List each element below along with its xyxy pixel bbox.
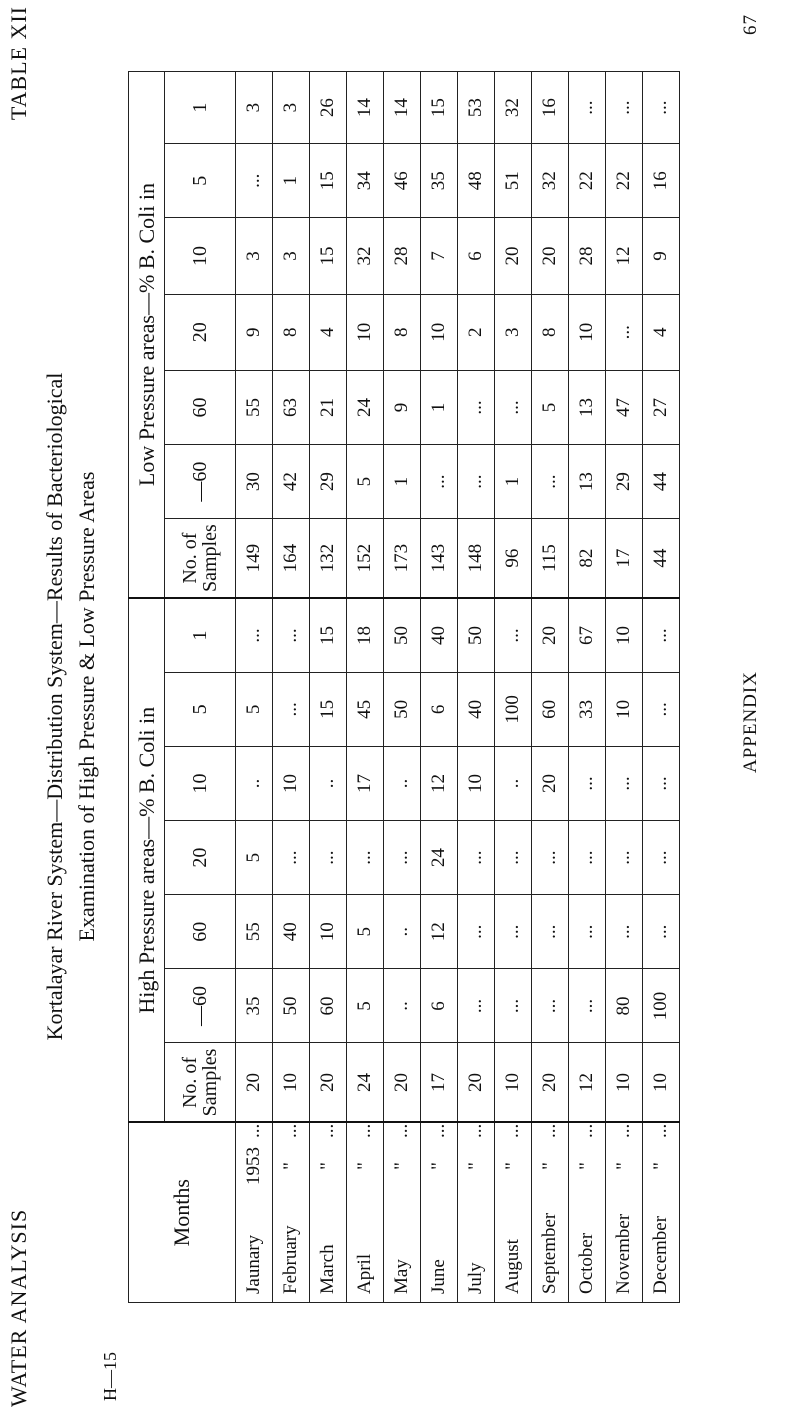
hp-cell: 10 xyxy=(273,1043,310,1122)
lp-cell: 30 xyxy=(236,445,273,519)
hp-cell: 55 xyxy=(236,895,273,969)
month-leader-dots: ... xyxy=(354,1123,375,1138)
folio-label: H—15 xyxy=(100,1352,120,1401)
lp-cell: 14 xyxy=(347,72,384,144)
hp-cell: 50 xyxy=(458,598,495,672)
side-header-left: WATER ANALYSIS xyxy=(6,1208,31,1407)
hp-cell: 12 xyxy=(421,895,458,969)
hp-cell: ... xyxy=(643,821,680,895)
hp-cell: 10 xyxy=(606,1043,643,1122)
month-cell xyxy=(347,1122,384,1302)
hp-cell: .. xyxy=(384,746,421,820)
lp-cell: 15 xyxy=(310,144,347,218)
hp-cell: 10 xyxy=(458,746,495,820)
month-year: " xyxy=(650,1162,671,1170)
lp-cell: 14 xyxy=(384,72,421,144)
table-row xyxy=(310,72,347,1303)
hp-cell: 12 xyxy=(569,1043,606,1122)
hp-cell: ... xyxy=(569,895,606,969)
month-year: 1953 xyxy=(243,1147,264,1185)
hp-cell: 10 xyxy=(273,746,310,820)
month-cell xyxy=(495,1122,532,1302)
hp-cell: ... xyxy=(643,746,680,820)
table-row xyxy=(421,72,458,1303)
lp-cell: 8 xyxy=(384,294,421,370)
hp-cell: 20 xyxy=(310,1043,347,1122)
lp-cell: 3 xyxy=(236,72,273,144)
hp-cell: 40 xyxy=(273,895,310,969)
hp-cell: 5 xyxy=(236,672,273,746)
low-pressure-group-header: Low Pressure areas—% B. Coli in xyxy=(129,72,165,599)
hp-cell: 6 xyxy=(421,969,458,1043)
lp-cell: 48 xyxy=(458,144,495,218)
month-year: " xyxy=(391,1162,412,1170)
lp-cell: 1 xyxy=(495,445,532,519)
month-leader-dots: ... xyxy=(465,1123,486,1138)
lp-cell: 21 xyxy=(310,370,347,444)
lp-cell: ... xyxy=(532,445,569,519)
lp-cell: 32 xyxy=(532,144,569,218)
hp-cell: 60 xyxy=(310,969,347,1043)
month-leader-dots: ... xyxy=(650,1123,671,1138)
lp-cell: 1 xyxy=(273,144,310,218)
hp-cell: ... xyxy=(643,598,680,672)
hp-cell: 20 xyxy=(532,746,569,820)
hp-cell: 33 xyxy=(569,672,606,746)
hp-cell: 15 xyxy=(310,598,347,672)
lp-cell: ... xyxy=(236,144,273,218)
table-row xyxy=(606,72,643,1303)
hp-cell: 5 xyxy=(236,821,273,895)
hp-cell: ... xyxy=(347,821,384,895)
hp-cell: ... xyxy=(273,821,310,895)
hp-cell: .. xyxy=(310,746,347,820)
month-name: November xyxy=(613,1213,634,1294)
hp-cell: 20 xyxy=(532,598,569,672)
hp-cell: 10 xyxy=(606,672,643,746)
hp-col-20-header: 20 xyxy=(165,821,236,895)
lp-cell: 148 xyxy=(458,519,495,598)
lp-cell: 28 xyxy=(569,218,606,294)
lp-cell: 55 xyxy=(236,370,273,444)
table-body xyxy=(236,72,680,1303)
lp-cell: 9 xyxy=(384,370,421,444)
month-name: May xyxy=(391,1259,412,1294)
lp-cell: 16 xyxy=(532,72,569,144)
lp-cell: 4 xyxy=(310,294,347,370)
lp-cell: 28 xyxy=(384,218,421,294)
hp-cell: ... xyxy=(458,821,495,895)
month-year: " xyxy=(465,1162,486,1170)
hp-cell: 35 xyxy=(236,969,273,1043)
lp-cell: 63 xyxy=(273,370,310,444)
lp-cell: ... xyxy=(458,445,495,519)
table-title-line-2: Examination of High Pressure & Low Pressure Areas xyxy=(74,471,99,942)
lp-cell: 46 xyxy=(384,144,421,218)
lp-cell: 9 xyxy=(236,294,273,370)
lp-cell: 44 xyxy=(643,445,680,519)
hp-cell: ... xyxy=(569,821,606,895)
month-name: October xyxy=(576,1232,597,1294)
hp-col-1-header: 1 xyxy=(165,598,236,672)
hp-cell: 10 xyxy=(643,1043,680,1122)
hp-cell: 60 xyxy=(532,672,569,746)
lp-cell: ... xyxy=(569,72,606,144)
hp-cell: 5 xyxy=(347,895,384,969)
month-year: " xyxy=(428,1162,449,1170)
hp-cell: ... xyxy=(532,895,569,969)
lp-cell: 53 xyxy=(458,72,495,144)
month-name: March xyxy=(317,1244,338,1294)
hp-cell: ... xyxy=(532,821,569,895)
month-name: Jaunary xyxy=(243,1234,264,1294)
month-cell xyxy=(421,1122,458,1302)
lp-cell: 152 xyxy=(347,519,384,598)
lp-cell: 2 xyxy=(458,294,495,370)
hp-cell: 50 xyxy=(273,969,310,1043)
hp-cell: ... xyxy=(606,895,643,969)
hp-cell: ... xyxy=(569,746,606,820)
lp-cell: 17 xyxy=(606,519,643,598)
month-name: April xyxy=(354,1253,375,1294)
hp-cell: ... xyxy=(273,598,310,672)
month-cell xyxy=(532,1122,569,1302)
month-leader-dots: ... xyxy=(613,1123,634,1138)
month-cell xyxy=(643,1122,680,1302)
lp-cell: 1 xyxy=(384,445,421,519)
hp-cell: 10 xyxy=(310,895,347,969)
lp-cell: 13 xyxy=(569,445,606,519)
month-leader-dots: ... xyxy=(502,1123,523,1138)
lp-cell: 10 xyxy=(569,294,606,370)
lp-cell: ... xyxy=(421,445,458,519)
hp-cell: .. xyxy=(495,746,532,820)
lp-col-10-header: 10 xyxy=(165,218,236,294)
lp-cell: 1 xyxy=(421,370,458,444)
lp-cell: 15 xyxy=(310,218,347,294)
hp-cell: 40 xyxy=(421,598,458,672)
lp-col-5-header: 5 xyxy=(165,144,236,218)
month-cell xyxy=(273,1122,310,1302)
hp-cell: ... xyxy=(643,895,680,969)
month-year: " xyxy=(502,1162,523,1170)
table-row xyxy=(569,72,606,1303)
table-row xyxy=(236,72,273,1303)
hp-cell: .. xyxy=(236,746,273,820)
hp-col-10-header: 10 xyxy=(165,746,236,820)
month-year: " xyxy=(539,1162,560,1170)
table-row xyxy=(347,72,384,1303)
month-year: " xyxy=(613,1162,634,1170)
lp-cell: ... xyxy=(606,294,643,370)
hp-cell: 6 xyxy=(421,672,458,746)
hp-cell: 20 xyxy=(458,1043,495,1122)
lp-cell: 10 xyxy=(421,294,458,370)
hp-cell: ... xyxy=(532,969,569,1043)
hp-cell: 40 xyxy=(458,672,495,746)
hp-cell: .. xyxy=(384,895,421,969)
hp-cell: ... xyxy=(236,598,273,672)
lp-cell: 6 xyxy=(458,218,495,294)
month-year: " xyxy=(317,1162,338,1170)
page-number: 67 xyxy=(740,14,761,35)
lp-cell: ... xyxy=(643,72,680,144)
lp-cell: 149 xyxy=(236,519,273,598)
lp-cell: 5 xyxy=(532,370,569,444)
hp-cell: ... xyxy=(495,969,532,1043)
month-name: December xyxy=(650,1215,671,1294)
lp-cell: 15 xyxy=(421,72,458,144)
month-cell xyxy=(458,1122,495,1302)
lp-cell: 24 xyxy=(347,370,384,444)
hp-cell: 20 xyxy=(384,1043,421,1122)
lp-cell: 164 xyxy=(273,519,310,598)
month-cell xyxy=(310,1122,347,1302)
lp-cell: 7 xyxy=(421,218,458,294)
month-cell xyxy=(606,1122,643,1302)
running-head-appendix: APPENDIX xyxy=(740,671,761,773)
lp-cell: 132 xyxy=(310,519,347,598)
hp-cell: 100 xyxy=(643,969,680,1043)
hp-cell: 45 xyxy=(347,672,384,746)
lp-cell: 29 xyxy=(310,445,347,519)
lp-cell: 13 xyxy=(569,370,606,444)
hp-samples-header: No. of Samples xyxy=(165,1043,236,1122)
lp-cell: 4 xyxy=(643,294,680,370)
hp-cell: 17 xyxy=(347,746,384,820)
hp-col-60-header: 60 xyxy=(165,895,236,969)
lp-cell: 35 xyxy=(421,144,458,218)
table-row xyxy=(643,72,680,1303)
month-leader-dots: ... xyxy=(428,1123,449,1138)
lp-cell: 3 xyxy=(495,294,532,370)
lp-samples-header: No. of Samples xyxy=(165,519,236,598)
lp-cell: 47 xyxy=(606,370,643,444)
lp-cell: 22 xyxy=(606,144,643,218)
lp-cell: 22 xyxy=(569,144,606,218)
month-name: February xyxy=(280,1225,301,1294)
lp-cell: 82 xyxy=(569,519,606,598)
month-year: " xyxy=(354,1162,375,1170)
lp-cell: 27 xyxy=(643,370,680,444)
lp-col-minus60-header: —60 xyxy=(165,445,236,519)
month-year: " xyxy=(280,1162,301,1170)
lp-cell: 143 xyxy=(421,519,458,598)
lp-col-60-header: 60 xyxy=(165,370,236,444)
bacteriological-results-table xyxy=(128,71,680,1303)
hp-cell: 80 xyxy=(606,969,643,1043)
hp-cell: 50 xyxy=(384,598,421,672)
table-row xyxy=(384,72,421,1303)
lp-cell: 8 xyxy=(532,294,569,370)
high-pressure-group-header: High Pressure areas—% B. Coli in xyxy=(129,598,165,1122)
hp-cell: 24 xyxy=(421,821,458,895)
month-leader-dots: ... xyxy=(317,1123,338,1138)
hp-cell: 12 xyxy=(421,746,458,820)
hp-cell: 100 xyxy=(495,672,532,746)
lp-cell: 42 xyxy=(273,445,310,519)
lp-cell: 96 xyxy=(495,519,532,598)
lp-cell: 29 xyxy=(606,445,643,519)
hp-cell: 10 xyxy=(606,598,643,672)
lp-cell: 10 xyxy=(347,294,384,370)
months-header: Months xyxy=(129,1122,236,1302)
month-cell xyxy=(569,1122,606,1302)
month-name: June xyxy=(428,1259,449,1294)
month-name: September xyxy=(539,1212,560,1294)
hp-cell: 50 xyxy=(384,672,421,746)
lp-cell: 20 xyxy=(495,218,532,294)
hp-cell: .. xyxy=(384,969,421,1043)
hp-cell: ... xyxy=(458,895,495,969)
month-cell xyxy=(236,1122,273,1302)
lp-cell: 51 xyxy=(495,144,532,218)
hp-cell: ... xyxy=(384,821,421,895)
hp-cell: 24 xyxy=(347,1043,384,1122)
hp-cell: 18 xyxy=(347,598,384,672)
table-row xyxy=(458,72,495,1303)
lp-cell: ... xyxy=(606,72,643,144)
table-row xyxy=(495,72,532,1303)
month-leader-dots: ... xyxy=(576,1123,597,1138)
hp-cell: ... xyxy=(310,821,347,895)
month-leader-dots: ... xyxy=(539,1123,560,1138)
lp-cell: 115 xyxy=(532,519,569,598)
lp-cell: 3 xyxy=(236,218,273,294)
hp-cell: 20 xyxy=(236,1043,273,1122)
hp-cell: ... xyxy=(495,821,532,895)
hp-col-5-header: 5 xyxy=(165,672,236,746)
hp-cell: 5 xyxy=(347,969,384,1043)
hp-cell: ... xyxy=(643,672,680,746)
lp-cell: 32 xyxy=(495,72,532,144)
lp-cell: ... xyxy=(458,370,495,444)
lp-cell: 32 xyxy=(347,218,384,294)
lp-col-20-header: 20 xyxy=(165,294,236,370)
month-cell xyxy=(384,1122,421,1302)
table-title-line-1: Kortalayar River System—Distribution System—Results of Bacteriological xyxy=(42,372,67,1041)
hp-cell: 15 xyxy=(310,672,347,746)
side-header-right: TABLE XII xyxy=(6,6,31,121)
lp-cell: 9 xyxy=(643,218,680,294)
month-name: July xyxy=(465,1262,486,1294)
lp-cell: ... xyxy=(495,370,532,444)
lp-cell: 5 xyxy=(347,445,384,519)
lp-cell: 3 xyxy=(273,72,310,144)
lp-col-1-header: 1 xyxy=(165,72,236,144)
hp-cell: 67 xyxy=(569,598,606,672)
table-row xyxy=(273,72,310,1303)
lp-cell: 26 xyxy=(310,72,347,144)
lp-cell: 34 xyxy=(347,144,384,218)
lp-cell: 173 xyxy=(384,519,421,598)
hp-col-minus60-header: —60 xyxy=(165,969,236,1043)
hp-cell: ... xyxy=(495,598,532,672)
hp-cell: ... xyxy=(606,821,643,895)
month-name: August xyxy=(502,1239,523,1294)
month-leader-dots: ... xyxy=(280,1123,301,1138)
table-row xyxy=(532,72,569,1303)
hp-cell: ... xyxy=(495,895,532,969)
hp-cell: 10 xyxy=(495,1043,532,1122)
hp-cell: 20 xyxy=(532,1043,569,1122)
lp-cell: 8 xyxy=(273,294,310,370)
month-year: " xyxy=(576,1162,597,1170)
lp-cell: 12 xyxy=(606,218,643,294)
hp-cell: ... xyxy=(458,969,495,1043)
lp-cell: 16 xyxy=(643,144,680,218)
hp-cell: ... xyxy=(569,969,606,1043)
lp-cell: 20 xyxy=(532,218,569,294)
month-leader-dots: ... xyxy=(391,1123,412,1138)
hp-cell: 17 xyxy=(421,1043,458,1122)
hp-cell: ... xyxy=(606,746,643,820)
lp-cell: 44 xyxy=(643,519,680,598)
hp-cell: ... xyxy=(273,672,310,746)
lp-cell: 3 xyxy=(273,218,310,294)
month-leader-dots: ... xyxy=(243,1123,264,1138)
